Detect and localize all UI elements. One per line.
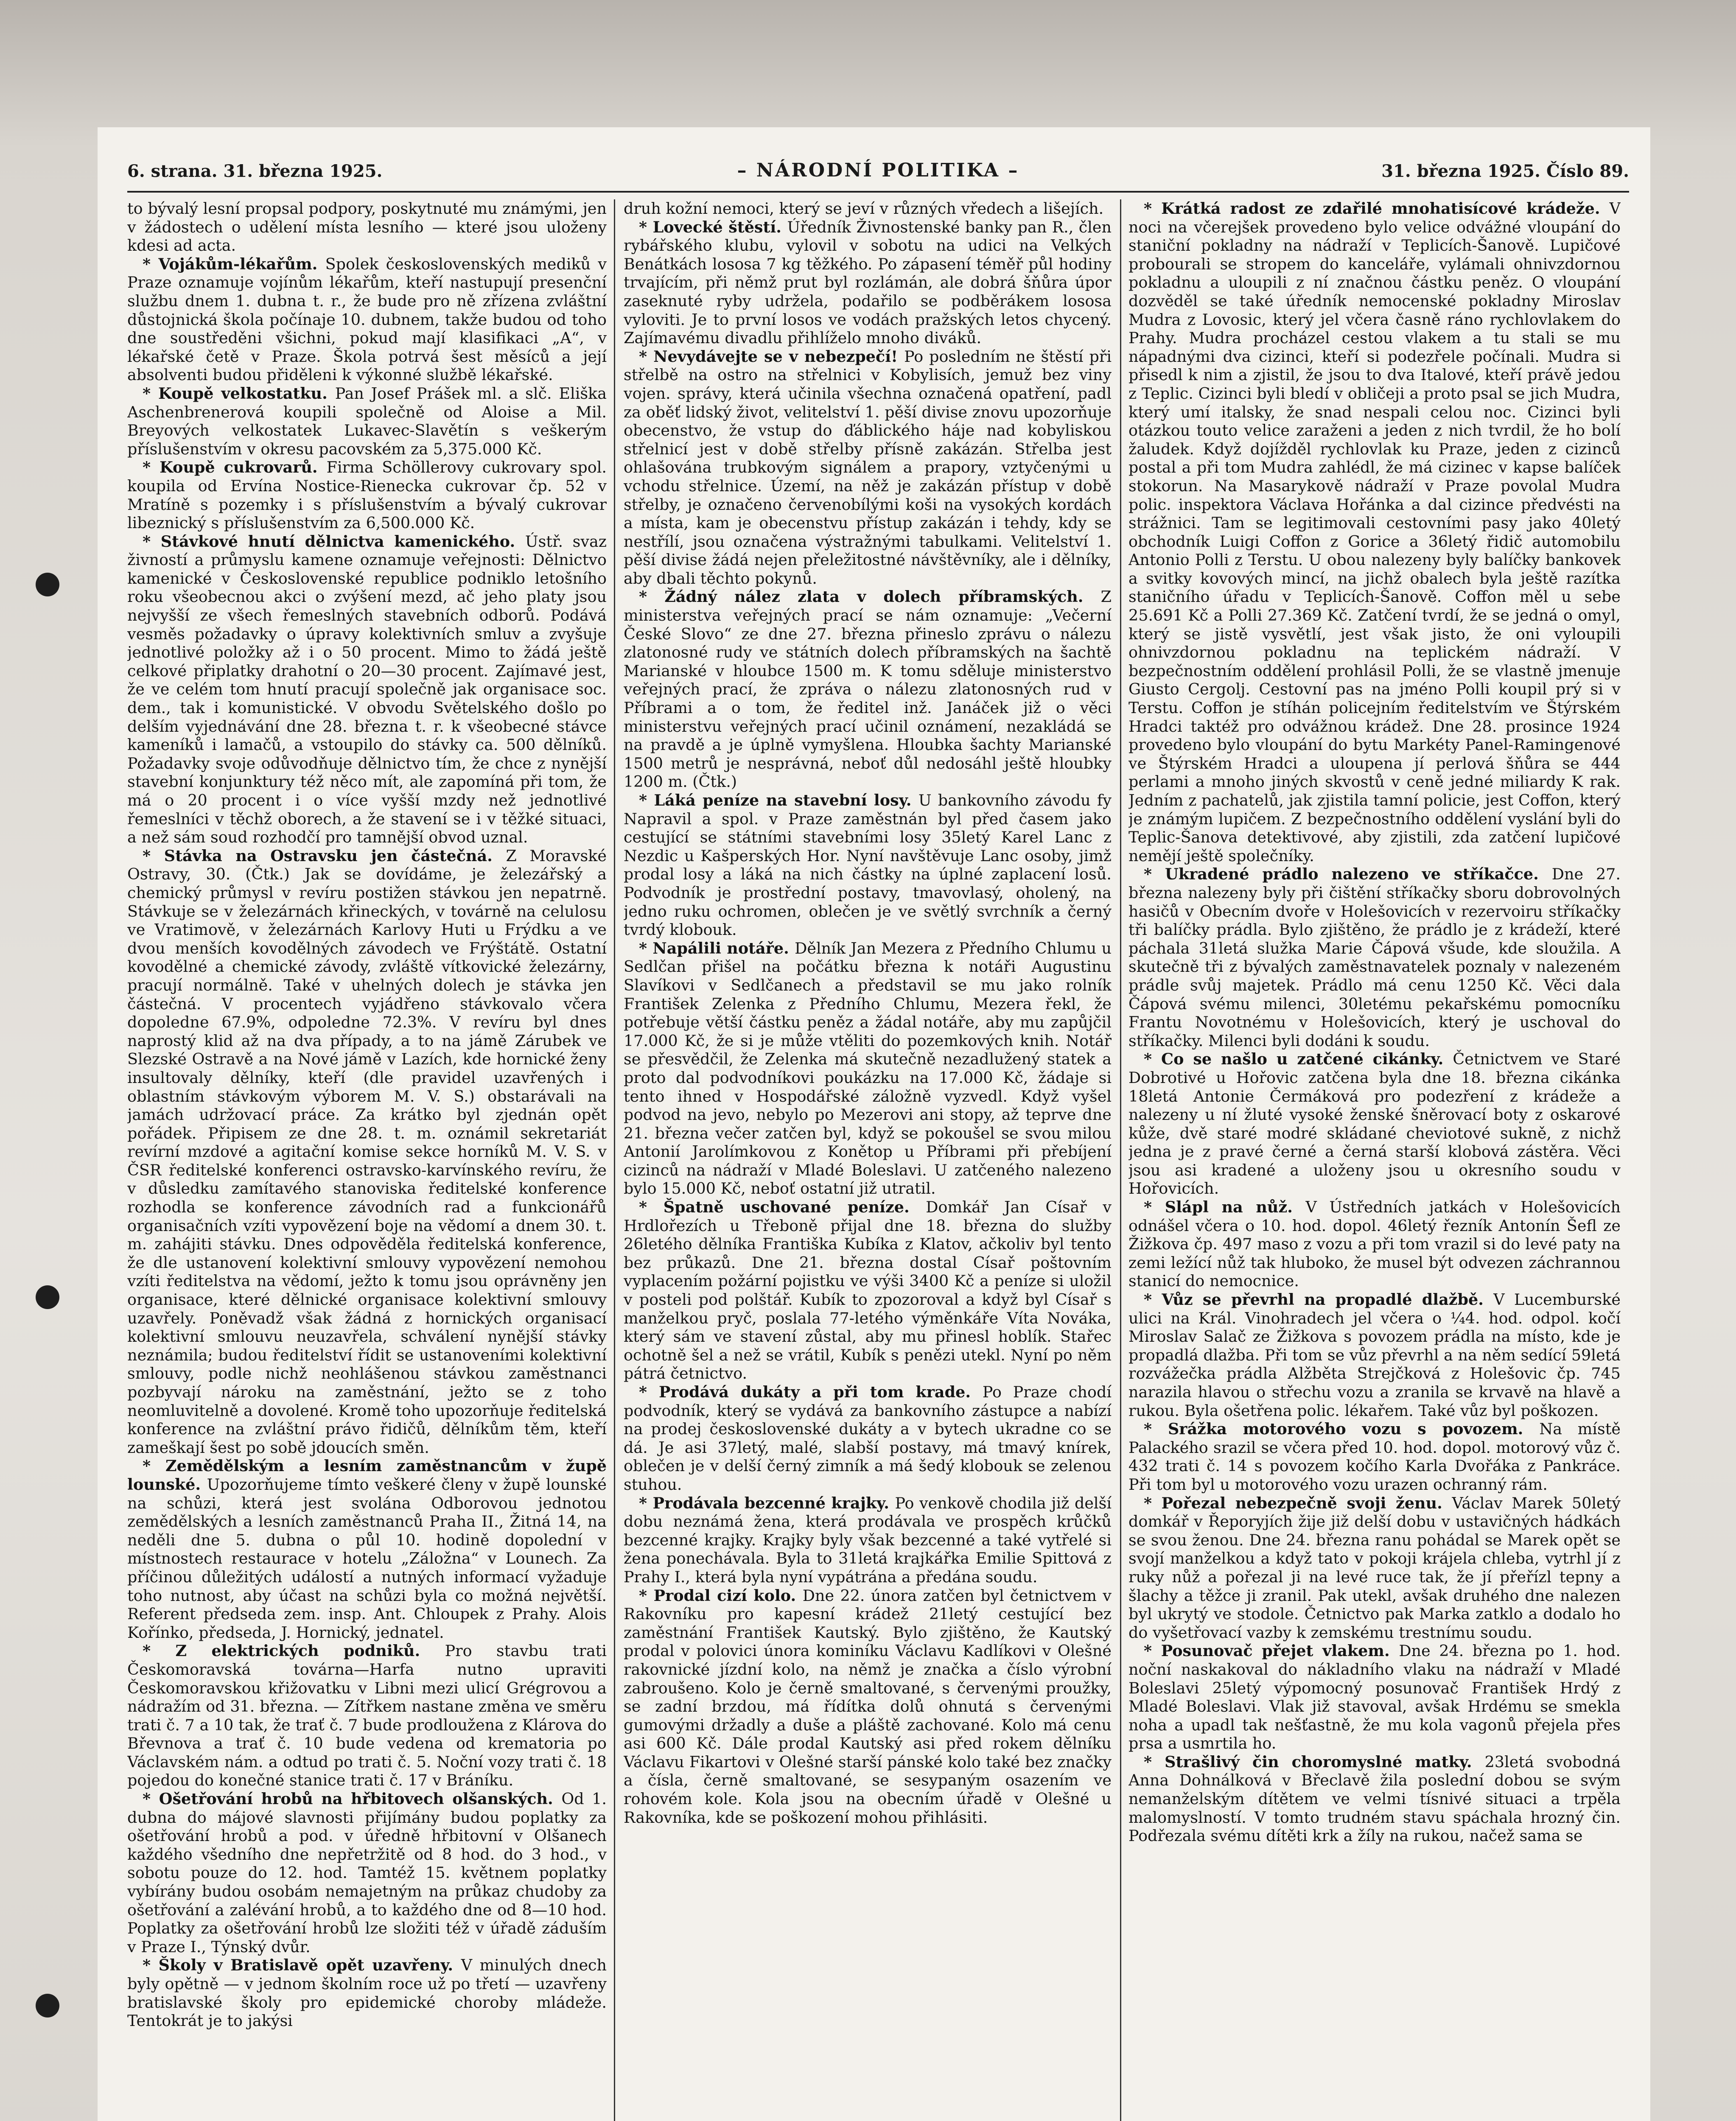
article-headline: * Srážka motorového vozu s povozem. xyxy=(1144,1420,1540,1438)
article-headline: * Krátká radost ze zdařilé mnohatisícové krádeže. xyxy=(1144,199,1610,218)
article-body: Na místě Palackého srazil se včera před 10. hod. dopol. motorový vůz č. 432 trati č. 14 s povozem kočího Karla Dvořáka z Pankráce. Při tom byl u motorového vozu urazen ochranný rám. xyxy=(1128,1420,1621,1494)
article-headline: * Z elektrických podniků. xyxy=(143,1642,445,1660)
article-headline: * Láká peníze na stavební losy. xyxy=(639,791,918,809)
article-headline: * Co se našlo u zatčené cikánky. xyxy=(1144,1050,1453,1069)
article-body: V Lucemburské ulici na Král. Vinohradech jel včera o ¼4. hod. odpol. kočí Miroslav Salač ze Žižkova s povozem prádla na místo, kde je propadlá dlažba. Při tom se vůz převrhl a na něm sedící 59letá rozvážečka prádla Alžběta Strejčková z Holešovic čp. 745 narazila hlavou o střechu vozu a zranila se krvavě na hlavě a rukou. Byla ošetřena polic. lékařem. Také vůz byl poškozen. xyxy=(1128,1290,1621,1420)
article-body: Upozorňujeme tímto veškeré členy v župě lounské na schůzi, která jest svolána Odborovou jednotou zemědělských a lesních zaměstnanců Praha II., Žitná 14, na neděli dne 5. dubna o půl 10. hodině dopolední v místnostech restaurace v hotelu „Záložna“ v Lounech. Za příčinou důležitých událostí a nutných informací vyžaduje toho nutnost, aby účast na schůzi byla co možná největší. Referent předseda zem. insp. Ant. Chloupek z Prahy. Alois Kořínko, předseda, J. Hornický, jednatel. xyxy=(127,1475,607,1642)
article-body: Pro stavbu trati Českomoravská továrna—Harfa nutno upraviti Českomoravskou křižovatku v Libni mezi ulicí Grégrovou a nádražím od 31. března. — Zítřkem nastane změna ve směru trati č. 7 a 10 tak, že trať č. 7 bude prodloužena z Klárova do Břevnova a trať č. 10 bude vedena od krematoria po Václavském nám. a odtud po trati č. 5. Noční vozy trati č. 18 pojedou do konečné stanice trati č. 17 v Bráníku. xyxy=(127,1642,607,1790)
article xyxy=(127,384,607,458)
column-2 xyxy=(624,199,1112,2121)
article xyxy=(1128,1420,1621,1494)
article xyxy=(1128,1290,1621,1420)
column-divider xyxy=(614,199,615,2121)
article-headline: * Prodávala bezcenné krajky. xyxy=(639,1494,895,1512)
article xyxy=(624,588,1112,791)
article-headline: * Vojákům-lékařům. xyxy=(143,255,325,273)
article-body: Dne 22. února zatčen byl četnictvem v Rakovníku pro kapesní krádež 21letý cestující bez zaměstnání František Kautský. Bylo zjištěno, že Kautský prodal v polovici února kominíku Václavu Kadlíkovi v Olešné rakovnické jízdní kolo, na němž je značka a číslo výrobní zabroušeno. Kolo je černě smaltované, s červenými proužky, se zadní brzdou, má řídítka dolů ohnutá s červenými gumovými držadly a duše a pláště zachované. Kolo má cenu asi 600 Kč. Dále prodal Kautský asi před rokem dělníku Václavu Fikartovi v Olešné starší pánské kolo také bez značky a čísla, černě smaltované, se sesypaným osazením ve rohovém kole. Kola jsou na obecním úřadě v Olešné u Rakovníka, kde se poškození mohou přihlásiti. xyxy=(624,1586,1112,1827)
punch-hole xyxy=(36,1285,59,1309)
article-headline: * Ukradené prádlo nalezeno ve stříkačce. xyxy=(1144,865,1552,884)
article-body: Úředník Živnostenské banky pan R., člen rybářského klubu, vylovil v sobotu na udici na Velkých Benátkách lososa 7 kg těžkého. Po zápasení téměř půl hodiny trvajícím, při němž prut byl rozlámán, ale dobrá šňůra úpor zaseknuté ryby udržela, podařilo se podběrákem lososa vyloviti. Je to první losos ve vodách pražských letos chycený. Zajímavému divadlu přihlíželo mnoho diváků. xyxy=(624,218,1112,347)
article xyxy=(1128,199,1621,865)
article xyxy=(624,1494,1112,1587)
column-1 xyxy=(127,199,607,2121)
article xyxy=(127,1457,607,1642)
article-body: Četnictvem ve Staré Dobrotivé u Hořovic zatčena byla dne 18. března cikánka 18letá Antonie Čermáková pro podezření z krádeže a nalezeny u ní žluté vysoké ženské šněrovací boty z oskarové kůže, dvě staré modré skládané cheviotové sukně, z nichž jedna je z pravé černé a černá starší klobová zástěra. Věci jsou asi kradené a uloženy jsou u okresního soudu v Hořovicích. xyxy=(1128,1050,1621,1198)
article-body: druh kožní nemoci, který se jeví v různých vředech a lišejích. xyxy=(624,199,1104,218)
article xyxy=(127,1956,607,2030)
article-headline: * Stávkové hnutí dělnictva kamenického. xyxy=(143,532,525,551)
article-body: to bývalý lesní propsal podpory, poskytnuté mu známými, jen v žádostech o udělení místa lesního — které jsou uloženy kdesi ad acta. xyxy=(127,199,607,255)
article-body: Dne 27. března nalezeny byly při čištění stříkačky sboru dobrovolných hasičů v Obecním dvoře v Holešovicích v rezervoiru stříkačky tři balíčky prádla. Bylo zjištěno, že prádlo je z krádeží, které páchala 31letá služka Marie Čápová všude, kde sloužila. A skutečně tři z bývalých zaměstnavatelek poznaly v nalezeném prádle svůj majetek. Prádlo má cenu 1250 Kč. Věci dala Čápová svému milenci, 30letému pekařskému pomocníku Frantu Novotnému v Holešovicích, který je uschoval do stříkačky. Milenci byli dodáni k soudu. xyxy=(1128,865,1621,1050)
article-body: Firma Schöllerovy cukrovary spol. koupila od Ervína Nostice-Rieneckа cukrovar čp. 52 v Mratíně s pozemky i s příslušenstvím a bývalý cukrovar libeznický s příslušenstvím za 6,500.000 Kč. xyxy=(127,458,607,532)
article-headline: * Lovecké štěstí. xyxy=(639,218,787,236)
header-right: 31. března 1925. Číslo 89. xyxy=(1381,161,1629,181)
article-body: V Ústředních jatkách v Holešovicích odnášel včera o 10. hod. dopol. 46letý řezník Antonín Šefl ze Žižkova čp. 497 maso z vozu a při tom vrazil si do levé paty na zemi ležící nůž tak hluboko, že musel být odvezen záchrannou stanicí do nemocnice. xyxy=(1128,1198,1621,1290)
article-body: Z Moravské Ostravy, 30. (Čtk.) Jak se dovídáme, je železářský a chemický průmysl v revíru postižen stávkou jen nepatrně. Stávkuje se v železárnách křineckých, v továrně na celulosu ve Vratimově, v železárnách Karlovy Huti u Frýdku a ve dvou menších kovodělných závodech ve Frýštátě. Ostatní kovodělné a chemické závody, zvláště vítkovické železárny, pracují normálně. Také v uhelných dolech je stávka jen částečná. V procentech vyjádřeno stávkovalo včera dopoledne 67.9%, odpoledne 72.3%. V revíru byl dnes naprostý klid až na dva případy, a to na jámě Zárubek ve Slezské Ostravě a na Nové jámě v Lazích, kde hornické ženy insultovaly dělníky, kteří (dle pravidel uzavřených i oblastním stávkovým výborem M. V. S.) obstarávali na jamách udržovací práce. Za krátko byl zjednán opět pořádek. Připisem ze dne 28. t. m. oznámil sekretariát revírní mzdové a agitační komise sekce horníků M. V. S. v ČSR ředitelské konferenci ostravsko-karvínského revíru, že v důsledku zamítavého stanoviska ředitelské konference rozhodla se konference závodních rad a funkcionářů organisačních vzíti vypovězení boje na vědomí a dnem 30. t. m. zahájiti stávku. Dnes odpověděla ředitelská konference, že dle ustanovení kolektivní smlouvy vypovězení nemohou vzíti ředitelstva na vědomí, ježto k tomu jsou oprávněny jen organisace, které dělnické organisace kolektivní smlouvy uzavřely. Poněvadž však žádná z hornických organisací kolektivní smlouvu neuzavřela, schválení nynější stávky neznámila; budou ředitelství řídit se ustanoveními kolektivní smlouvy, podle nichž neohlášenou stávkou zaměstnanci pozbyvají nároku na zaměstnání, ježto se z toho neomluvitelně a dovolené. Kromě toho upozorňuje ředitelská konference na zvláštní právo řidičů, dělníkům těm, kteří zameškají šest po sobě jdoucích směn. xyxy=(127,846,607,1457)
article xyxy=(127,532,607,847)
article xyxy=(624,218,1112,347)
article-body: Z ministerstva veřejných prací se nám oznamuje: „Večerní České Slovo“ ze dne 27. března přineslo zprávu o nálezu zlatonosné rudy ve státních dolech příbramských na šachtě Marianské v hloubce 1500 m. K tomu sděluje ministerstvo veřejných prací, že zpráva o nálezu zlatonosných rud v Příbrami a o tom, že ředitel inž. Janáček již o věci ministerstvu veřejných prací učinil oznámení, nezakládá se na pravdě a je úplně vymyšlena. Hloubka šachty Marianské 1500 metrů je nesprávná, neboť důl nedosáhl ještě hloubky 1200 m. (Čtk.) xyxy=(624,588,1112,791)
article-body: Dělník Jan Mezera z Předního Chlumu u Sedlčan přišel na počátku března k notáři Augustinu Slavíkovi v Sedlčanech a představil se mu jako rolník František Zelenka z Předního Chlumu, Mezera řekl, že potřebuje větší částku peněz a žádal notáře, aby mu zapůjčil 17.000 Kč, že si je může vtěliti do pozemkových knih. Notář se přesvědčil, že Zelenka má skutečně nezadlužený statek a proto dal podvodníkovi poukázku na 17.000 Kč, žádaje si tento ihned v Hospodářské záložně vyzvedl. Když vyšel podvod na jevo, nebylo po Mezerovi ani stopy, až teprve dne 21. března večer zatčen byl, když se pokoušel se svou milou Antonií Jarolímkovou z Konětop u Příbrami při přebíjení cizinců na nádraží v Mladé Boleslavi. U zatčeného nalezeno bylo 15.000 Kč, neboť ostatní již utratil. xyxy=(624,939,1112,1198)
article-headline: * Špatně uschované peníze. xyxy=(639,1198,926,1217)
article-body: Václav Marek 50letý domkář v Řeporyjích žije již delší dobu v ustavičných hádkách se svou ženou. Dne 24. března ranu pohádal se Marek opět se svojí manželkou a když tato v pokoji krájela chleba, vytrhl jí z ruky nůž a pořezal ji na levé ruce tak, že jí přeřízl tepny a šlachy a těžce ji zranil. Pak utekl, avšak druhého dne nalezen byl ukrytý ve stodole. Četnictvo pak Marka zatklo a dodalo ho do vyšetřovací vazby k zemskému trestnímu soudu. xyxy=(1128,1494,1621,1642)
article-body: Dne 24. března po 1. hod. noční naskakoval do nákladního vlaku na nádraží v Mladé Boleslavi 25letý výpomocný posunovač František Hrdý z Mladé Boleslavi. Vlak již stavoval, avšak Hrdému se smekla noha a upadl tak nešťastně, že mu kola vagonů přejela přes prsa a usmrtila ho. xyxy=(1128,1642,1621,1753)
article-headline: * Prodává dukáty a při tom krade. xyxy=(639,1383,983,1401)
article xyxy=(624,791,1112,939)
article-headline: * Koupě velkostatku. xyxy=(143,384,335,403)
article-headline: * Žádný nález zlata v dolech příbramských. xyxy=(639,588,1101,606)
article xyxy=(624,939,1112,1198)
punch-hole xyxy=(36,573,59,596)
article xyxy=(127,458,607,532)
article-body: U bankovního závodu fy Napravil a spol. v Praze zaměstnán byl před časem jako cestující se státními stavebními losy 35letý Karel Lanc z Nezdic u Kašperských Hor. Nyní navštěvuje Lanc osoby, jimž prodal losy a láká na nich částky na úplné zaplacení losů. Podvodník je prostřední postavy, tmavovlasý, oholený, na jedno ruku ochromen, oblečen je ve světlý svrchník a černý tvrdý klobouk. xyxy=(624,791,1112,939)
article-headline: * Strašlivý čin choromyslné matky. xyxy=(1144,1752,1485,1771)
article-headline: * Napálili notáře. xyxy=(639,939,795,957)
article-headline: * Ošetřování hrobů na hřbitovech olšanských. xyxy=(143,1790,562,1808)
article-body: Po posledním ne štěstí při střelbě na ostro na střelnici v Kobylisích, jemuž bez viny vojen. správy, která učinila všechna označená opatření, padl za oběť lidský život, velitelství 1. pěší divise znovu upozorňuje obecenstvo, že vstup do ďáblického háje nad kobyliskou střelnicí jest v době střelby přísně zakázán. Střelba jest ohlašována trubkovým signálem a prapory, vztyčenými u vchodu střelnice. Území, na něž je zakázán přístup v době střelby, je označeno červenobílými koši na vysokých kordách a místa, kam je obecenstvu přístup zakázán i tehdy, kdy se nestřílí, jsou označena výstražnými tabulkami. Velitelství 1. pěší divise žádá nejen přeležitostné návštěvníky, ale i dělníky, aby dbali těchto pokynů. xyxy=(624,347,1112,588)
article xyxy=(1128,1642,1621,1753)
article xyxy=(1128,865,1621,1050)
article-body: Po venkově chodila již delší dobu neznámá žena, která prodávala ve prospěch krůčků bezcenné krajky. Krajky byly však bezcenné a také vytřelé si žena ponechávala. Byla to 31letá krajkářka Emilie Spittová z Prahy I., která byla nyní vypátrána a předána soudu. xyxy=(624,1494,1112,1586)
article-body: Ústř. svaz živností a průmyslu kamene oznamuje veřejnosti: Dělnictvo kamenické v Československé republice podniklo letošního roku všeobecnou akci o zvýšení mezd, ač jeho platy jsou nejvyšší ze všech řemeslných stavebních odborů. Podává vesměs požadavky o úpravy kolektivních smluv a zvyšuje jednotlivé položky až i o 50 procent. Mimo to žádá ještě celkové připlatky drahotní o 20—30 procent. Zajímavé jest, že ve celém tom hnutí pracují společně jak organisace soc. dem., tak i komunistické. V obvodu Světelského došlo po delším vyjednávání dne 28. března t. r. k všeobecné stávce kameníků i lamačů, a vstoupilo do stávky ca. 500 dělníků. Požadavky svoje odůvodňuje dělnictvo tím, že chce z nynější stavební konjunktury též něco mít, ale zapomíná při tom, že má o 20 procent i o více vyšší mzdy než jednotlivé řemeslníci v těchž oborech, a že stavení se i v těžké situaci, a než sám soud rozhodčí pro tamnější obvod uznal. xyxy=(127,532,607,847)
column-3 xyxy=(1128,199,1621,2121)
article xyxy=(127,255,607,384)
article-body: Pan Josef Prášek ml. a slč. Eliška Aschenbrenerová koupili společně od Aloise a Mil. Breyových velkostatek Lukavec-Slavětín s veškerým příslušenstvím v okresu pacovském za 5,375.000 Kč. xyxy=(127,384,607,458)
article xyxy=(1128,1753,1621,1845)
article xyxy=(1128,1494,1621,1642)
article-body: Od 1. dubna do májové slavnosti přijímány budou poplatky za ošetřování hrobů a pod. v úředně hřbitovní v Olšanech každého všedního dne nepřetržitě od 8 hod. do 3 hod., v sobotu pouze do 12. hod. Tamtéž 15. květnem poplatky vybírány budou osobám nemajetným na průkaz chudoby za ošetřování a zalévání hrobů, a to každého dne od 8—10 hod. Poplatky za ošetřování hrobů lze složiti též v úřadě záduším v Praze I., Týnský dvůr. xyxy=(127,1790,607,1956)
article-headline: * Školy v Bratislavě opět uzavřeny. xyxy=(143,1956,461,1975)
article-body: V minulých dnech byly opětně — v jednom školním roce už po třetí — uzavřeny bratislavské školy pro epidemické choroby mládeže. Tentokrát je to jakýsi xyxy=(127,1956,607,2030)
article xyxy=(1128,1198,1621,1290)
column-divider xyxy=(1120,199,1121,2121)
article-headline: * Vůz se převrhl na propadlé dlažbě. xyxy=(1144,1290,1494,1309)
masthead-title: – NÁRODNÍ POLITIKA – xyxy=(737,159,1019,181)
article-headline: * Slápl na nůž. xyxy=(1144,1198,1306,1217)
article xyxy=(624,199,1112,218)
article-headline: * Prodal cizí kolo. xyxy=(639,1586,803,1605)
article xyxy=(624,1383,1112,1494)
article-body: 23letá svobodná Anna Dohnálková v Břeclavě žila poslední dobou se svým nemanželským dítětem ve velmi tísnivé situaci a trpěla malomyslností. V tomto trudném stavu spáchala hrozný čin. Podřezala svému dítěti krk a žíly na rukou, načež sama se xyxy=(1128,1752,1621,1845)
article-headline: * Nevydávejte se v nebezpečí! xyxy=(639,347,904,366)
article-body: Po Praze chodí podvodník, který se vydává za bankovního zástupce a nabízí na prodej československé dukáty a v bytech ukradne co se dá. Je asi 37letý, malé, slabší postavy, má tmavý knírek, oblečen je v delší černý zimník a má šedý klobouk se zelenou stuhou. xyxy=(624,1383,1112,1494)
article-body: Domkář Jan Císař v Hrdlořezích u Třeboně přijal dne 18. března do služby 26letého dělníka Františka Kubíka z Klatov, ačkoliv byl tento bez průkazů. Dne 21. března dostal Císař poštovním vyplacením požární pojistku ve výši 3400 Kč a peníze si uložil v posteli pod polštář. Kubík to zpozoroval a když byl Císař s manželkou pryč, poslala 77-letého výměnkáře Víta Nováka, který sám ve stavení zůstal, aby mu přinesl hoblík. Stařec ochotně šel a než se vrátil, Kubík s penězi utekl. Nyní po něm pátrá četnictvo. xyxy=(624,1198,1112,1383)
article-headline: * Zemědělským a lesním zaměstnancům v župě lounské. xyxy=(127,1457,607,1494)
article-headline: * Posunovač přejet vlakem. xyxy=(1144,1642,1399,1660)
article xyxy=(127,1790,607,1956)
header-left: 6. strana. 31. března 1925. xyxy=(127,161,383,181)
article-headline: * Koupě cukrovarů. xyxy=(143,458,327,477)
article-body: V noci na včerejšek provedeno bylo velice odvážné vloupání do staniční pokladny na nádraží v Teplicích-Šanově. Lupičové probourali se stropem do kanceláře, vylámali ohnivzdornou pokladnu a uloupili z ní značnou částku peněz. O vloupání dozvěděl se také úředník nemocenské pokladny Miroslav Mudra z Lovosic, který jel včera časně ráno rychlovlakem do Prahy. Mudra procházel cestou vlakem a tu stali se mu nápadnými dva cizinci, kteří si podezřele počínali. Mudra si přisedl k nim a zjistil, že jsou to dva Italové, kteří právě jedou z Teplic. Cizinci byli bledí v obličeji a proto psal se jich Mudra, který umí italsky, že snad nespali celou noc. Cizinci byli otázkou touto velice zaraženi a jeden z nich tvrdil, že ho bolí žaludek. Když dojížděl rychlovlak ku Praze, jeden z cizinců postal a při tom Mudra zahlédl, že má cizinec v kapse balíček stokorun. Na Masarykově nádraží v Praze povolal Mudra polic. inspektora Václava Hořánka a dal cizince předvésti na strážnici. Tam se legitimovali cestovními pasy jako 40letý obchodník Luigi Coffon z Gorice a 36letý řidič automobilu Antonio Polli z Terstu. U obou nalezeny byly balíčky bankovek a svitky kovových mincí, na jichž obalech byla ještě razítka staničního úřadu v Teplicích-Šanově. Coffon měl u sebe 25.691 Kč a Polli 27.369 Kč. Zatčení tvrdí, že se jedná o omyl, který se jistě vysvětlí, jest však jisto, že oni vyloupili ohnivzdornou pokladnu na teplickém nádraží. V bezpečnostním oddělení prohlásil Polli, že se vlastně jmenuje Giusto Cergolj. Cestovní pas na jméno Polli koupil prý si v Terstu. Coffon je stíhán policejním ředitelstvím ve Štýrském Hradci taktéž pro odvážnou krádež. Dne 28. prosince 1924 provedeno bylo vloupání do bytu Markéty Panel-Ramingenové ve Štýrském Hradci a uloupena jí perlová šňůra se 444 perlami a mnoho jiných skvostů v ceně jedné miliardy K rak. Jedním z pachatelů, jak zjistila tamní policie, jest Coffon, který je známým lupičem. Z bezpečnostního oddělení vyslání byli do Teplic-Šanova detektivové, aby zjistili, zda zatčení lupičové nemějí ještě společníky. xyxy=(1128,199,1621,865)
article xyxy=(127,1642,607,1790)
article-headline: * Pořezal nebezpečně svoji ženu. xyxy=(1144,1494,1452,1512)
article xyxy=(624,1198,1112,1383)
punch-hole xyxy=(36,1994,59,2017)
article-body: Spolek československých mediků v Praze oznamuje vojínům lékařům, kteří nastupují presenční službu dnem 1. dubna t. r., že bude pro ně zřízena zvláštní důstojnická škola počínaje 10. dubnem, takže budou od toho dne soustředěni všichni, pokud mají klasifikaci „A“, v lékařské četě v Praze. Škola potrvá šest měsíců a její absolventi budou přiděleni k výkonné službě lékařské. xyxy=(127,255,607,384)
page-header xyxy=(127,157,1629,193)
article xyxy=(127,847,607,1457)
article xyxy=(127,199,607,255)
article xyxy=(624,347,1112,588)
article-headline: * Stávka na Ostravsku jen částečná. xyxy=(143,846,506,865)
article xyxy=(1128,1050,1621,1198)
article xyxy=(624,1587,1112,1827)
